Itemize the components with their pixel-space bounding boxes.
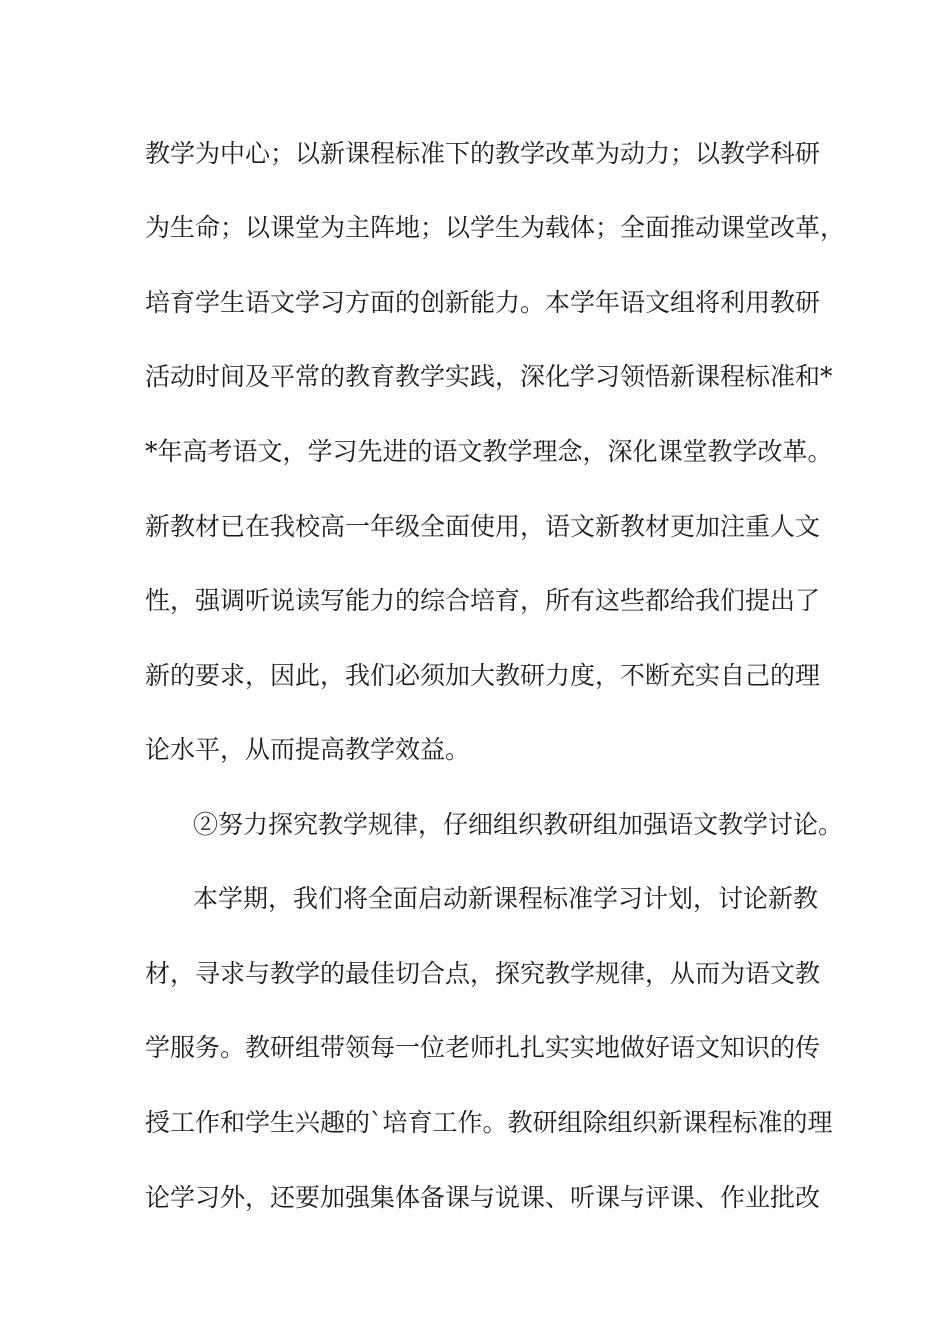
text-line: 培育学生语文学习方面的创新能力。本学年语文组将利用教研: [145, 288, 821, 317]
text-line: 活动时间及平常的教育教学实践，深化学习领悟新课程标准和*: [145, 362, 833, 391]
text-line: *年高考语文，学习先进的语文教学理念，深化课堂教学改革。: [145, 437, 833, 466]
text-line: 教学为中心；以新课程标准下的教学改革为动力；以教学科研: [145, 139, 821, 168]
text-line: 授工作和学生兴趣的`培育工作。教研组除组织新课程标准的理: [145, 1108, 833, 1137]
text-line: 为生命；以课堂为主阵地；以学生为载体；全面推动课堂改革，: [145, 213, 846, 242]
text-line: 性，强调听说读写能力的综合培育，所有这些都给我们提出了: [145, 586, 821, 615]
text-line: 论水平，从而提高教学效益。: [145, 735, 471, 764]
text-line: 新教材已在我校高一年级全面使用，语文新教材更加注重人文: [145, 512, 821, 541]
text-line: 学服务。教研组带领每一位老师扎扎实实地做好语文知识的传: [145, 1033, 821, 1062]
text-line: 材，寻求与教学的最佳切合点，探究教学规律，从而为语文教: [145, 959, 821, 988]
paragraph-first-line: 本学期，我们将全面启动新课程标准学习计划，讨论新教: [193, 884, 819, 913]
text-line: 新的要求，因此，我们必须加大教研力度，不断充实自己的理: [145, 661, 821, 690]
text-line: 论学习外，还要加强集体备课与说课、听课与评课、作业批改: [145, 1183, 821, 1212]
paragraph-heading: ②努力探究教学规律，仔细组织教研组加强语文教学讨论。: [193, 810, 844, 839]
